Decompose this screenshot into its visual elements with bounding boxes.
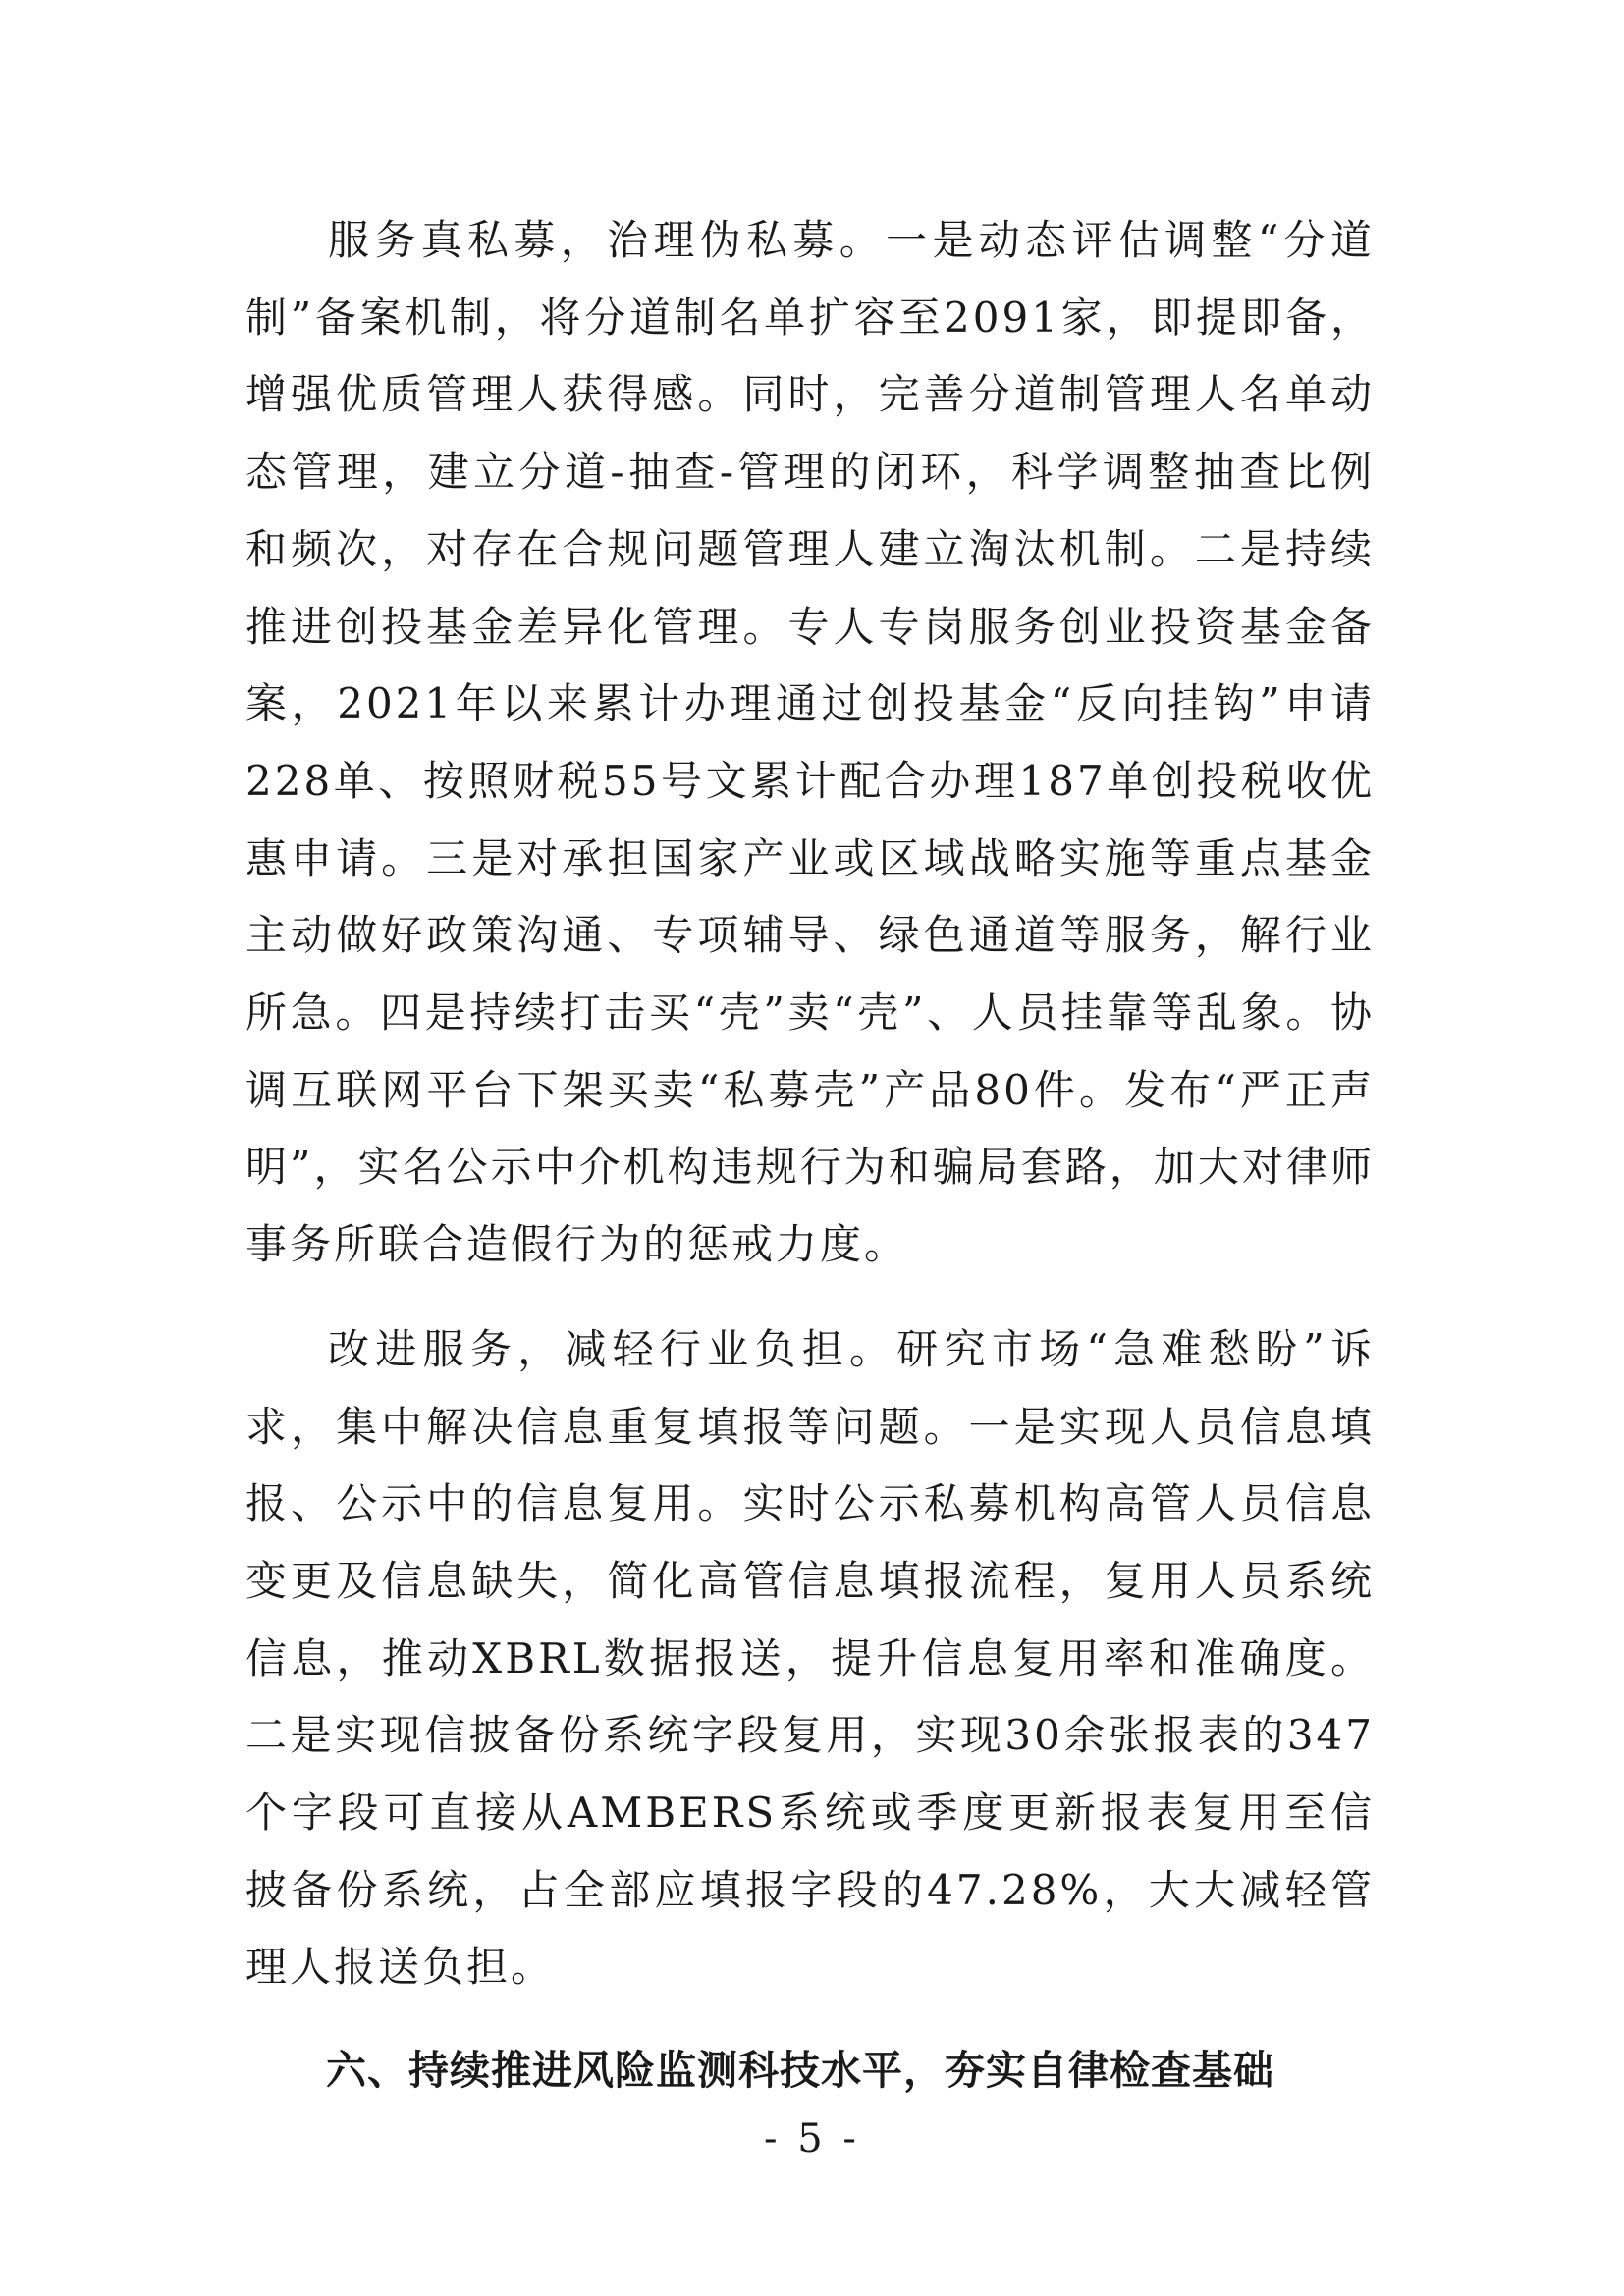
- body-paragraph: 服务真私募，治理伪私募。一是动态评估调整“分道制”备案机制，将分道制名单扩容至2091家，即提即备，增强优质管理人获得感。同时，完善分道制管理人名单动态管理，建立分道-抽查-管理的闭环，科学调整抽查比例和频次，对存在合规问题管理人建立淘汰机制。二是持续推进创投基金差异化管理。专人专岗服务创业投资基金备案，2021年以来累计办理通过创投基金“反向挂钩”申请228单、按照财税55号文累计配合办理187单创投税收优惠申请。三是对承担国家产业或区域战略实施等重点基金主动做好政策沟通、专项辅导、绿色通道等服务，解行业所急。四是持续打击买“壳”卖“壳”、人员挂靠等乱象。协调互联网平台下架买卖“私募壳”产品80件。发布“严正声明”，实名公示中介机构违规行为和骗局套路，加大对律师事务所联合造假行为的惩戒力度。: [245, 216, 1375, 1269]
- body-paragraph: 改进服务，减轻行业负担。研究市场“急难愁盼”诉求，集中解决信息重复填报等问题。一是实现人员信息填报、公示中的信息复用。实时公示私募机构高管人员信息变更及信息缺失，简化高管信息填报流程，复用人员系统信息，推动XBRL数据报送，提升信息复用率和准确度。二是实现信披备份系统字段复用，实现30余张报表的347个字段可直接从AMBERS系统或季度更新报表复用至信披备份系统，占全部应填报字段的47.28%，大大减轻管理人报送负担。: [245, 1324, 1375, 1992]
- page-number: - 5 -: [764, 2116, 860, 2162]
- section-heading: 六、持续推进风险监测科技水平，夯实自律检查基础: [326, 2047, 1274, 2095]
- document-body: [245, 202, 1375, 2109]
